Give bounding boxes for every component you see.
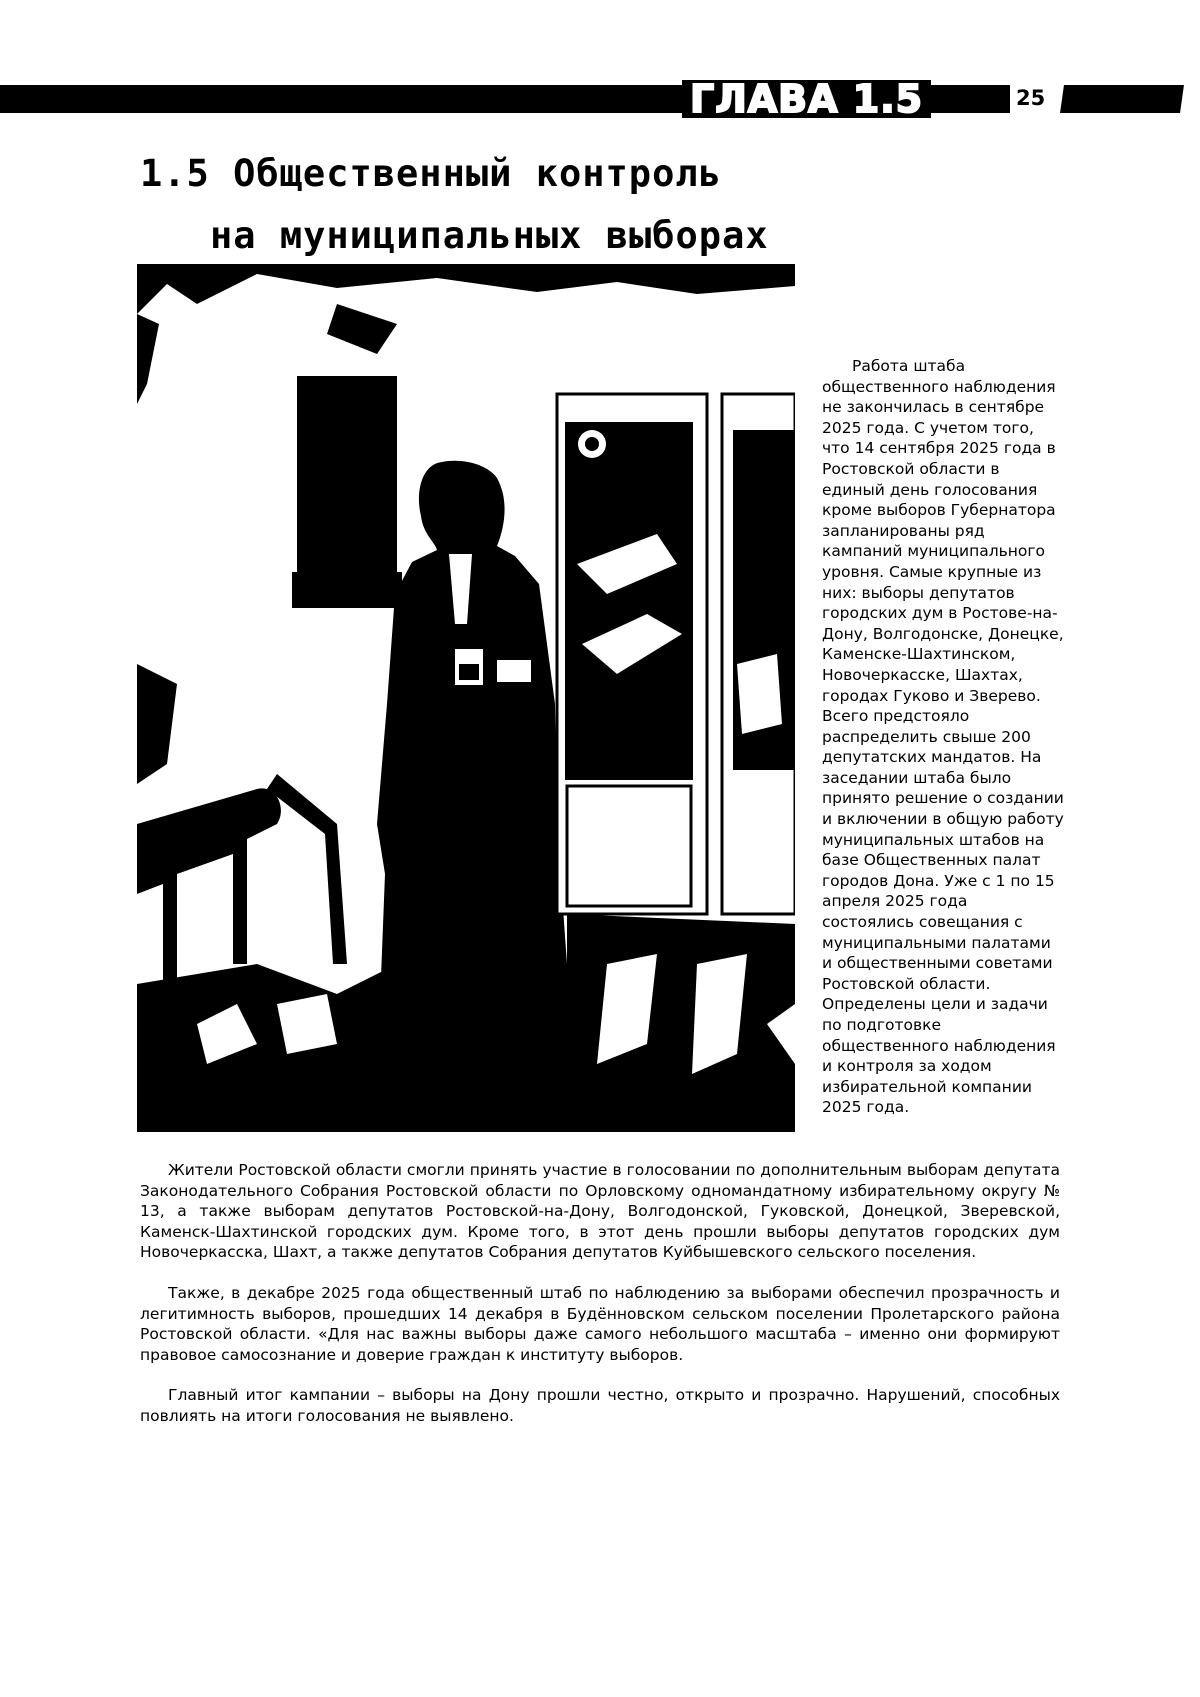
body-text — [140, 1160, 1060, 1447]
header-bar-right — [1060, 85, 1184, 113]
photo — [137, 264, 795, 1132]
page-number: 25 — [1016, 86, 1046, 110]
section-title-line2: на муниципальных выборах — [210, 214, 769, 257]
section-title-line1: 1.5 Общественный контроль — [140, 152, 722, 195]
side-column-text: Работа штаба общественного наблюдения не закончилась в сентябре 2025 года. С учетом того, что 14 сентября 2025 года в Ростовской области в единый день голосования кроме выборов Губернатора запланированы ряд кампаний муниципального уровня. Самые крупные из них: выборы депутатов городских дум в Ростове-на-Дону, Волгодонске, Донецке, Каменске-Шахтинском, Новочеркасске, Шахтах, городах Гуково и Зверево. Всего предстояло распределить свыше 200 депутатских мандатов. На заседании штаба было принято решение о создании и включении в общую работу муниципальных штабов на базе Общественных палат городов Дона. Уже с 1 по 15 апреля 2025 года состоялись совещания с муниципальными палатами и общественными советами Ростовской области. Определены цели и задачи по подготовке общественного наблюдения и контроля за ходом избирательной компании 2025 года. — [822, 357, 1064, 1117]
paragraph: Главный итог кампании – выборы на Дону прошли честно, открыто и прозрачно. Нарушений, способных повлиять на итоги голосования не выявлено. — [140, 1386, 1060, 1425]
section-title — [140, 143, 900, 267]
photo-image — [137, 264, 795, 1132]
paragraph: Также, в декабре 2025 года общественный штаб по наблюдению за выборами обеспечил прозрачность и легитимность выборов, прошедших 14 декабря в Будённовском сельском поселении Пролетарского района Ростовской области. «Для нас важны выборы даже самого небольшого масштаба – именно они формируют правовое самосознание и доверие граждан к институту выборов. — [140, 1283, 1060, 1364]
paragraph: Жители Ростовской области смогли принять участие в голосовании по дополнительным выборам депутата Законодательного Собрания Ростовской области по Орловскому одномандатному избирательному округу № 13, а также выборам депутатов Ростовской-на-Дону, Волгодонской, Гуковской, Донецкой, Зверевской, Каменск-Шахтинской городских дум. Кроме того, в этот день прошли выборы депутатов городских дум Новочеркасска, Шахт, а также депутатов Собрания депутатов Куйбышевского сельского поселения. — [140, 1161, 1060, 1262]
chapter-label: ГЛАВА 1.5 — [682, 80, 931, 118]
